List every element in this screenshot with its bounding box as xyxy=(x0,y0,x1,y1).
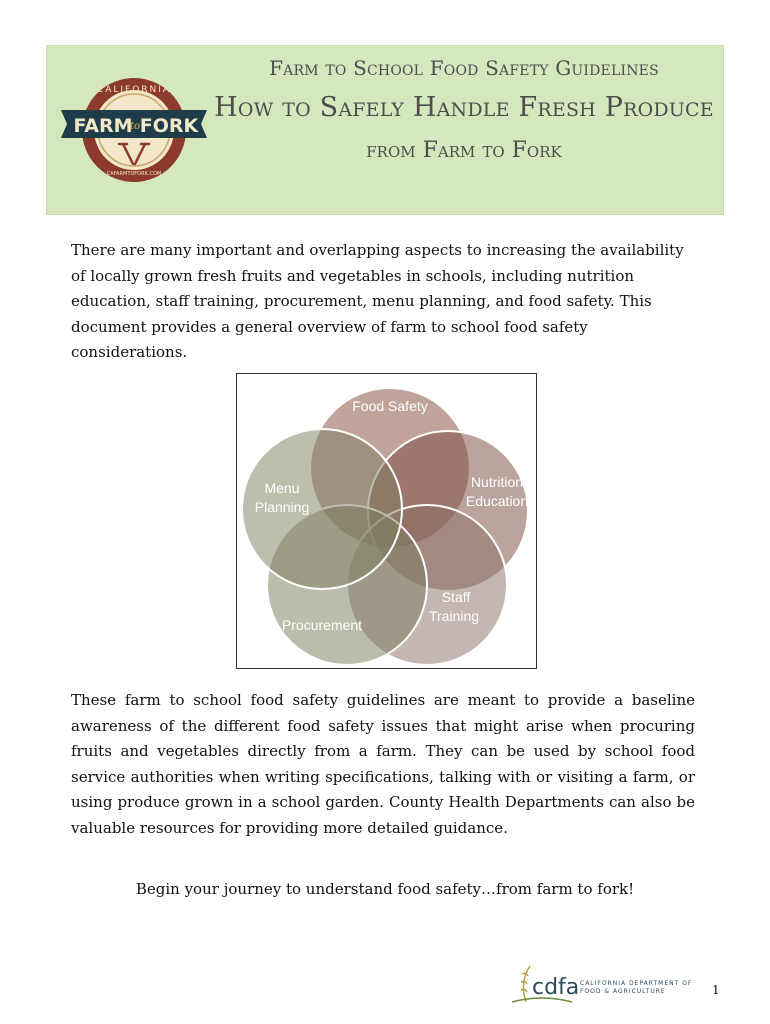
wheat-icon xyxy=(521,966,530,1002)
cdfa-logo xyxy=(508,962,698,1006)
svg-text:CAFARMTOFORK.COM: CAFARMTOFORK.COM xyxy=(106,171,162,177)
venn-diagram xyxy=(236,373,537,669)
label-nutrition-line2: Education xyxy=(465,493,529,509)
label-food-safety: Food Safety xyxy=(352,398,428,414)
farm-to-fork-logo xyxy=(59,76,209,184)
document-subtitle: from Farm to Fork xyxy=(366,138,562,163)
label-nutrition-line1: Nutrition xyxy=(470,474,524,490)
svg-text:FARM: FARM xyxy=(73,115,133,137)
header-banner xyxy=(46,45,724,215)
label-menu-line2: Planning xyxy=(254,499,310,515)
svg-text:CALIFORNIA DEPARTMENT OF: CALIFORNIA DEPARTMENT OF xyxy=(580,980,693,987)
document-series-title: Farm to School Food Safety Guidelines xyxy=(269,56,659,80)
closing-line: Begin your journey to understand food safety…from farm to fork! xyxy=(135,880,635,898)
svg-text:CALIFORNIA: CALIFORNIA xyxy=(96,85,172,95)
intro-paragraph: There are many important and overlapping aspects to increasing the availability of locally grown fresh fruits and vegetables in schools, including nutrition education, staff training, procurement, menu planning, and food safety. This document provides a general overview of farm to school food safety considerations. xyxy=(71,241,684,361)
svg-text:cdfa: cdfa xyxy=(532,975,580,1000)
label-staff-line2: Training xyxy=(428,608,480,624)
label-procurement: Procurement xyxy=(281,617,363,633)
svg-text:FOOD & AGRICULTURE: FOOD & AGRICULTURE xyxy=(580,988,666,995)
svg-text:FORK: FORK xyxy=(139,115,199,137)
body-paragraph: These farm to school food safety guidelines are meant to provide a baseline awareness of the different food safety issues that might arise when procuring fruits and vegetables directly from a farm. They can be used by school food service authorities when writing specifications, talking with or visiting a farm, or using produce grown in a school garden. County Health Departments can also be valuable resources for providing more detailed guidance. xyxy=(71,691,695,837)
document-title: How to Safely Handle Fresh Produce xyxy=(214,92,714,123)
label-staff-line1: Staff xyxy=(441,589,471,605)
svg-text:to: to xyxy=(129,121,141,132)
page-number: 1 xyxy=(712,983,720,997)
label-menu-line1: Menu xyxy=(264,480,300,496)
